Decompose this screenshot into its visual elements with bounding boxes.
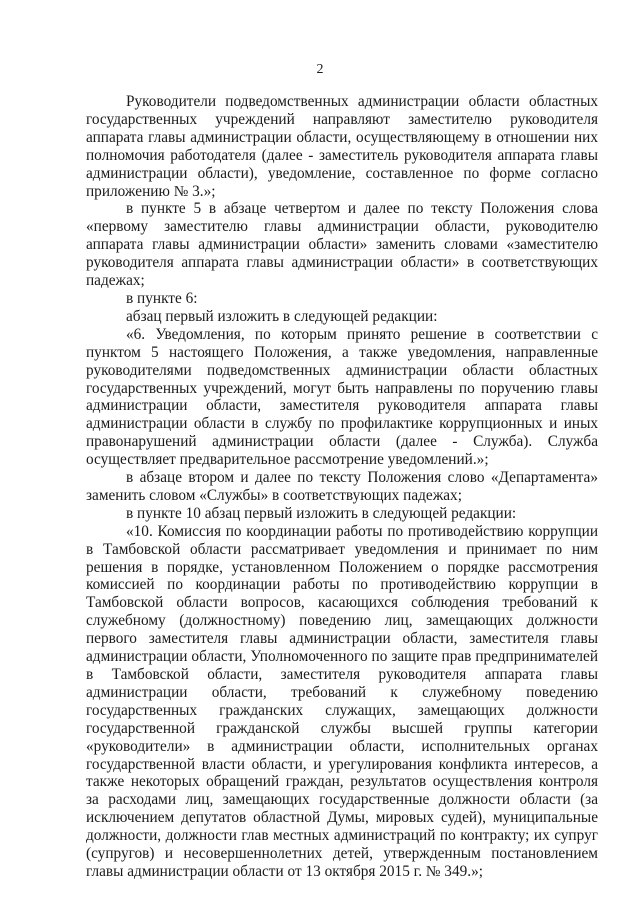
paragraph-item-5-amendment: в пункте 5 в абзаце четвертом и далее по тексту Положения слова «первому заместителю главы администрации области, руководителю аппарата главы администрации области» заменить словами «заместителю руководителя аппарата главы администрации области» в соответствующих падежах; (86, 200, 598, 290)
page-number: 2 (316, 62, 324, 77)
document-body (86, 93, 598, 881)
paragraph-item-6-first-abzac: абзац первый изложить в следующей редакции: (126, 307, 438, 325)
paragraph-item-6-intro: в пункте 6: (126, 289, 198, 307)
paragraph-heads-notification: Руководители подведомственных администрации области областных государственных учреждений направляют заместителю руководителя аппарата главы администрации области, осуществляющему в отношении них полномочия работодателя (далее - заместитель руководителя аппарата главы администрации области), уведомление, составленное по форме согласно приложению № 3.»; (86, 93, 598, 200)
paragraph-item-6-new-text: «6. Уведомления, по которым принято решение в соответствии с пунктом 5 настоящего Положения, а также уведомления, направленные руководителями подведомственных администрации области областных государственных учреждений, могут быть направлены по поручению главы администрации области, заместителя руководителя аппарата главы администрации области в службу по профилактике коррупционных и иных правонарушений администрации области (далее - Служба). Служба осуществляет предварительное рассмотрение уведомлений.»; (86, 325, 598, 469)
paragraph-item-10-intro: в пункте 10 абзац первый изложить в следующей редакции: (126, 504, 517, 522)
paragraph-service-replacement: в абзаце втором и далее по тексту Положения слово «Департамента» заменить словом «Службы» в соответствующих падежах; (86, 469, 598, 504)
paragraph-item-10-new-text: «10. Комиссия по координации работы по противодействию коррупции в Тамбовской области рассматривает уведомления и принимает по ним решения в порядке, установленном Положением о порядке рассмотрения комиссией по координации работы по противодействию коррупции в Тамбовской области вопросов, касающихся соблюдения требований к служебному (должностному) поведению лиц, замещающих должности первого заместителя главы администрации области, заместителя главы администрации области, Уполномоченного по защите прав предпринимателей в Тамбовской области, заместителя руководителя аппарата главы администрации области, требований к служебному поведению государственных гражданских служащих, замещающих должности государственной гражданской службы высшей группы категории «руководители» в администрации области, исполнительных органах государственной власти области, и урегулирования конфликта интересов, а также некоторых обращений граждан, результатов осуществления контроля за расходами лиц, замещающих государственные должности области (за исключением депутатов областной Думы, мировых судей), муниципальные должности, должности глав местных администраций по контракту; их супруг (супругов) и несовершеннолетних детей, утвержденным постановлением главы администрации области от 13 октября 2015 г. № 349.»; (86, 522, 598, 880)
